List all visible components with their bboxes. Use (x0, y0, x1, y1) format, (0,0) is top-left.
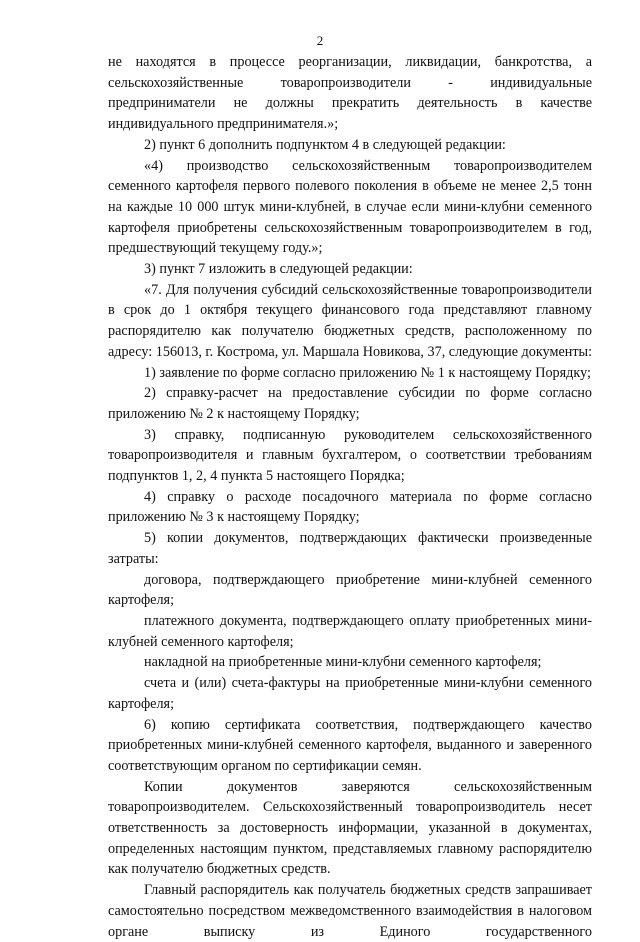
list-item-1: 1) заявление по форме согласно приложению № 1 к настоящему Порядку; (144, 364, 591, 381)
sub-item-invoice: накладной на приобретенные мини-клубни семенного картофеля; (144, 654, 542, 671)
paragraph-4: 3) пункт 7 изложить в следующей редакции: (144, 261, 413, 278)
sub-item-bills: счета и (или) счета-фактуры на приобретенные мини-клубни семенного картофеля; (108, 675, 592, 712)
page-number: 2 (316, 33, 324, 48)
sub-item-contract: договора, подтверждающего приобретение мини-клубней семенного картофеля; (108, 571, 592, 609)
list-item-2: 2) справку-расчет на предоставление субсидии по форме согласно приложению № 2 к настоящему Порядку; (108, 385, 592, 422)
document-body (108, 52, 592, 942)
list-item-6: 6) копию сертификата соответствия, подтверждающего качество приобретенных мини-клубней семенного картофеля, выданного и заверенного соответствующим органом по сертификации семян. (108, 716, 592, 774)
paragraph-3: «4) производство сельскохозяйственным товаропроизводителем семенного картофеля первого полевого поколения в объеме не менее 2,5 тонн на каждые 10 000 штук мини-клубней, в случае если мини-клубни семенного картофеля приобретены сельскохозяйственным товаропроизводителем в год, предшествующий текущему году.»; (108, 157, 592, 257)
list-item-3: 3) справку, подписанную руководителем сельскохозяйственного товаропроизводителя и главным бухгалтером, о соответствии требованиям подпунктов 1, 2, 4 пункта 5 настоящего Порядка; (108, 426, 592, 485)
sub-item-payment: платежного документа, подтверждающего оплату приобретенных мини-клубней семенного картофеля; (108, 612, 592, 650)
paragraph-copies: Копии документов заверяются сельскохозяйственным товаропроизводителем. Сельскохозяйственный товаропроизводитель несет ответственность за достоверность информации, указанной в документах, определенных настоящим пунктом, представляемых главному распорядителю как получателю бюджетных средств. (108, 778, 592, 878)
paragraph-main-distributor: Главный распорядитель как получатель бюджетных средств запрашивает самостоятельно посредством межведомственного взаимодействия в налоговом органе выписку из Единого государственного (108, 882, 592, 940)
list-item-5: 5) копии документов, подтверждающих фактически произведенные затраты: (108, 530, 592, 567)
paragraph-5: «7. Для получения субсидий сельскохозяйственные товаропроизводители в срок до 1 октября текущего финансового года представляют главному распорядителю как получателю бюджетных средств, расположенному по адресу: 156013, г. Кострома, ул. Маршала Новикова, 37, следующие документы: (108, 281, 593, 360)
list-item-4: 4) справку о расходе посадочного материала по форме согласно приложению № 3 к настоящему Порядку; (108, 488, 592, 526)
paragraph-1: не находятся в процессе реорганизации, ликвидации, банкротства, а сельскохозяйственные товаропроизводители - индивидуальные предприниматели не должны прекратить деятельность в качестве индивидуального предпринимателя.»; (108, 54, 592, 133)
paragraph-2: 2) пункт 6 дополнить подпунктом 4 в следующей редакции: (144, 136, 506, 153)
